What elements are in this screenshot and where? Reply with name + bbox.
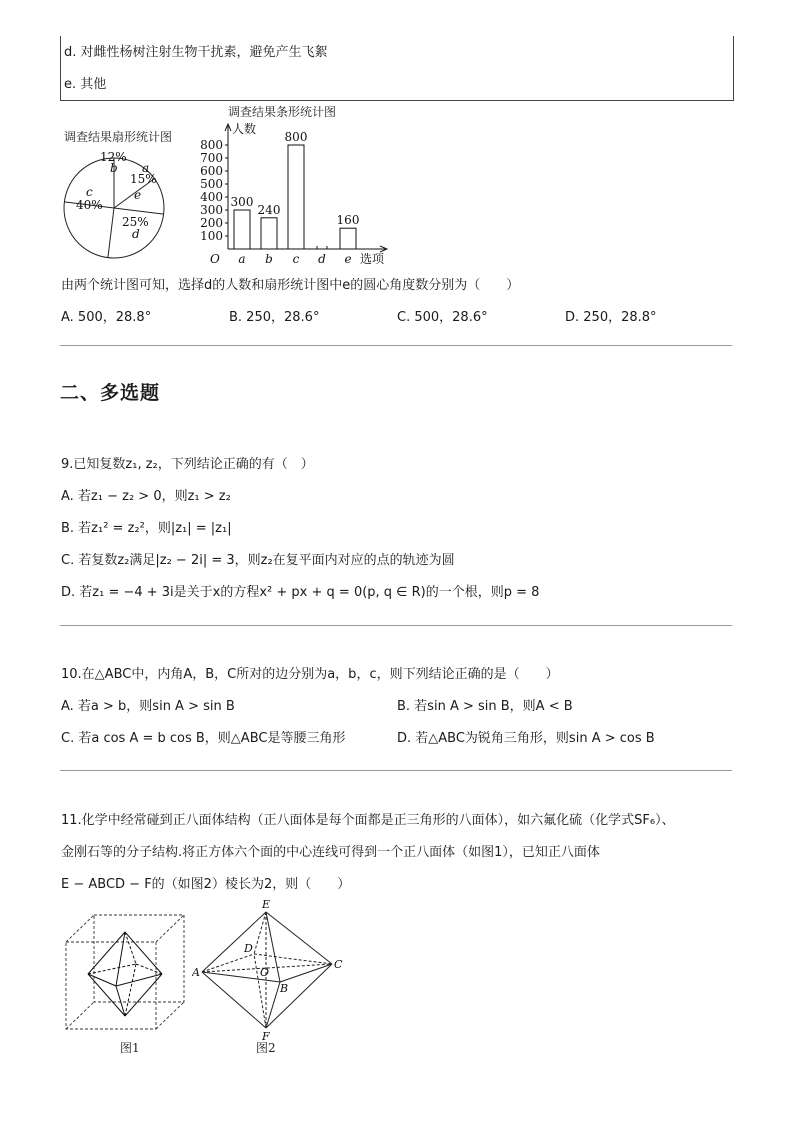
q8-option-c: C. 500，28.6°	[397, 310, 488, 325]
bar-y-tick-label: 800	[200, 138, 223, 152]
vertex-label-f: F	[262, 1030, 270, 1043]
bar-y-tick-label: 300	[200, 203, 223, 217]
bar-x-tick-label-c: c	[292, 252, 300, 266]
bar-y-tick-label: 600	[200, 164, 223, 178]
pie-chart-title: 调查结果扇形统计图	[64, 130, 173, 144]
bar-a	[234, 210, 250, 249]
bar-chart-title: 调查结果条形统计图	[228, 105, 337, 119]
q8-option-b: B. 250，28.6°	[229, 310, 320, 325]
divider	[60, 770, 732, 771]
bar-x-tick-label-e: e	[344, 252, 352, 266]
bar-y-tick-label: 100	[200, 229, 223, 243]
section-title: 二、多选题	[60, 382, 161, 404]
pie-slice-boundary	[114, 208, 164, 214]
bar-data-label-a: 300	[230, 195, 254, 209]
bar-x-tick-label-b: b	[265, 252, 273, 266]
option-row-e: e. 其他	[64, 77, 107, 92]
vertex-label-e: E	[262, 898, 271, 911]
bar-x-tick-label-a: a	[238, 252, 246, 266]
survey-charts-figure	[60, 100, 390, 272]
pie-value-label-c: 40%	[76, 198, 103, 212]
bar-y-tick-label: 400	[200, 190, 223, 204]
bar-data-label-c: 800	[284, 130, 308, 144]
bar-e	[340, 228, 356, 249]
q9-stem: 9.已知复数z₁, z₂，下列结论正确的有（ ）	[61, 457, 314, 472]
pie-value-label-d: 25%	[122, 215, 149, 229]
bar-origin-label: O	[210, 252, 220, 266]
pie-slice-boundary	[108, 208, 114, 258]
pie-slice-label-b: b	[110, 161, 118, 175]
bar-y-tick-label: 200	[200, 216, 223, 230]
q9-option-b: B. 若z₁² = z₂²，则|z₁| = |z₁|	[61, 521, 232, 536]
pie-slice-label-d: d	[132, 227, 140, 241]
pie-value-label-b: 12%	[100, 150, 127, 164]
bar-x-tick-label-d: d	[318, 252, 326, 266]
divider	[60, 625, 732, 626]
vertex-label-b: B	[280, 982, 289, 995]
q10-option-d: D. 若△ABC为锐角三角形，则sin A > cos B	[397, 731, 655, 746]
q11-stem-line3: E − ABCD − F的（如图2）棱长为2，则（ ）	[61, 877, 351, 892]
q9-option-a: A. 若z₁ − z₂ > 0，则z₁ > z₂	[61, 489, 231, 504]
q10-option-a: A. 若a > b，则sin A > sin B	[61, 699, 235, 714]
q10-stem: 10.在△ABC中，内角A，B，C所对的边分别为a，b，c，则下列结论正确的是（ ）	[61, 667, 559, 682]
q9-option-d: D. 若z₁ = −4 + 3i是关于x的方程x² + px + q = 0(p, q ∈ R)的一个根，则p = 8	[61, 585, 540, 600]
q8-option-d: D. 250，28.8°	[565, 310, 657, 325]
figure-1-caption: 图1	[120, 1041, 140, 1055]
option-row-d: d. 对雌性杨树注射生物干扰素，避免产生飞絮	[64, 45, 328, 60]
vertex-label-o: O	[260, 966, 270, 979]
bar-data-label-e: 160	[336, 213, 360, 228]
bar-data-label-b: 240	[257, 202, 281, 217]
q11-stem-line1: 11.化学中经常碰到正八面体结构（正八面体是每个面都是正三角形的八面体），如六氟化硫（化学式SF₆）、	[61, 813, 675, 828]
bar-y-tick-label: 700	[200, 151, 223, 165]
bar-b	[261, 218, 277, 249]
figure-2-octahedron	[192, 896, 352, 1058]
bar-y-axis-label: 人数	[232, 122, 257, 136]
q8-option-a: A. 500，28.8°	[61, 310, 152, 325]
q8-stem: 由两个统计图可知，选择d的人数和扇形统计图中e的圆心角度数分别为（ ）	[61, 278, 520, 293]
figure-2-caption: 图2	[256, 1041, 276, 1055]
pie-slice-label-c: c	[86, 185, 93, 199]
bar-chart	[200, 121, 387, 266]
bar-x-axis-label: 选项	[360, 252, 385, 266]
q10-option-b: B. 若sin A > sin B，则A < B	[397, 699, 573, 714]
q11-stem-line2: 金刚石等的分子结构.将正方体六个面的中心连线可得到一个正八面体（如图1），已知正八面体	[61, 845, 600, 860]
pie-slice-label-a: a	[142, 161, 150, 175]
vertex-label-c: C	[334, 958, 343, 971]
q10-option-c: C. 若a cos A = b cos B，则△ABC是等腰三角形	[61, 731, 346, 746]
q9-option-c: C. 若复数z₂满足|z₂ − 2i| = 3，则z₂在复平面内对应的点的轨迹为圆	[61, 553, 455, 568]
vertex-label-a: A	[192, 966, 200, 979]
bar-c	[288, 145, 304, 249]
divider	[60, 345, 732, 346]
figure-1-cube-octahedron	[60, 910, 192, 1058]
vertex-label-d: D	[244, 942, 253, 955]
bar-y-tick-label: 500	[200, 177, 223, 191]
pie-chart	[64, 150, 164, 258]
pie-value-label-a: 15%	[130, 172, 157, 186]
pie-slice-label-e: e	[134, 188, 142, 202]
